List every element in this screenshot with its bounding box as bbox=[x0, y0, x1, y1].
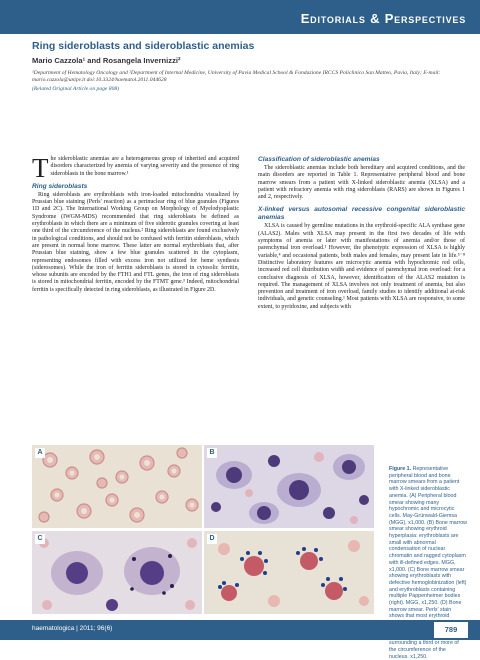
article-title: Ring sideroblasts and sideroblastic anemias bbox=[32, 40, 255, 52]
figure-panel-a bbox=[32, 445, 202, 528]
paragraph-classification: The sideroblastic anemias include both hereditary and acquired conditions, and the main disorders are reported in Table 1. Representative peripheral blood and bone marrow smears from a patient with X-linked sideroblastic anemia (XLSA) and a patient with refractory anemia with ring sideroblasts (RARS) are shown in Figures 1 and 2, respectively. bbox=[258, 165, 465, 201]
panel-label-a: A bbox=[35, 448, 45, 458]
figure-panel-b bbox=[204, 445, 374, 528]
panel-label-c: C bbox=[35, 534, 45, 544]
heading-xlinked: X-linked versus autosomal recessive congenital sideroblastic anemias bbox=[258, 206, 465, 222]
figure-caption-text: Representative peripheral blood and bone marrow smears from a patient with X-linked sideroblastic anemia. (A) Peripheral blood smear showing many hypochromic and microcytic cells. May-Grünwald-Giemsa (MGG), x1,000. (B) Bone marrow smear showing erythroid hyperplasia: erythroblasts are small with abnormal condensation of nuclear chromatin and ragged cytoplasm with ill-defined edges. MGG, x1,000. (C) Bone marrow smear showing erythroblasts with defective hemoglobinization (left) and erythroblasts containing multiple Pappenheimer bodies (right). MGG, x1,250. (D) Bone marrow smear. Perls' stain shows that most erythroid surrounding a third or more of the circumference of the nucleus. x1,250. bbox=[389, 466, 468, 660]
heading-ring-sideroblasts: Ring sideroblasts bbox=[32, 182, 88, 190]
bone-marrow-image bbox=[204, 445, 374, 528]
intro-paragraph bbox=[32, 153, 239, 183]
article-affiliation: ¹Department of Hematology Oncology and ²Department of Internal Medicine, University of Pavia Medical School & Fondazione IRCCS Policlinico San Matteo, Pavia, Italy; E-mail: mario.cazzola@unipv.it doi:10.3324/haematol.2011.044628 bbox=[32, 70, 441, 84]
figure-caption-label: Figure 1. bbox=[389, 466, 412, 472]
panel-label-d: D bbox=[207, 534, 217, 544]
intro-text: he sideroblastic anemias are a heterogeneous group of inherited and acquired disorders characterized by anemia of varying severity and the presence of ring sideroblasts in the bone marrow.¹ bbox=[50, 156, 239, 177]
drop-cap: T bbox=[32, 153, 49, 183]
paragraph-ring-sideroblasts: Ring sideroblasts are erythroblasts with iron-loaded mitochondria visualized by Prussian blue staining (Perls' reaction) as a perinuclear ring of blue granules (Figures 1D and 2C). The International Working Group on Morphology of Myelodysplastic Syndrome (IWGM-MDS) recommended that ring sideroblasts be defined as erythroblasts in which there are a minimum of five siderotic granules covering at least one third of the circumference of the nucleus.² Ring sideroblasts are found exclusively in pathological conditions, and should not be confused with ferritin sideroblasts, which are present in normal bone marrow. These latter are normal erythroblasts that, after Prussian blue staining, show a few blue granules scattered in the cytoplasm, representing endosomes filled with excess iron not utilized for heme synthesis (siderosomes). While the iron of ferritin sideroblasts is stored in cytosolic ferritin, whose subunits are encoded by the FTH1 and FTL genes, the iron of ring sideroblasts is stored in mitochondrial ferritin, encoded by the FTMT gene.³ Indeed, mitochondrial ferritin is specifically detected in ring sideroblasts, as illustrated in Figure 2D. bbox=[32, 191, 239, 293]
paragraph-xlinked: XLSA is caused by germline mutations in the erythroid-specific ALA synthase gene (ALAS2). Males with XLSA may present in the first two decades of life with symptoms of anemia or later with manifestations of anemia and/or those of parenchymal iron overload.¹ However, the phenotypic expression of XLSA is highly variable,⁴ and occasional patients, both males and females, may present late in life.⁵⁻⁸ Distinctive laboratory features are microcytic anemia with hypochromic red cells, increased red cell distribution width and evidence of parenchymal iron overload: for a conclusive diagnosis of XLSA, however, identification of the ALAS2 mutation is required. The management of XLSA involves not only treatment of anemia, but also prevention and treatment of iron overload, family studies to identify additional at-risk individuals, and genetic counseling.¹ Most patients with XLSA are responsive, to some extent, to pyridoxine, and subjects with bbox=[258, 223, 465, 310]
figure-panels bbox=[32, 445, 382, 615]
heading-classification: Classification of sideroblastic anemias bbox=[258, 156, 380, 163]
bone-marrow-pappenheimer-image bbox=[32, 531, 202, 614]
journal-citation: haematologica | 2011; 96(6) bbox=[32, 625, 113, 632]
right-column bbox=[258, 156, 465, 311]
related-article-link[interactable]: (Related Original Article on page 808) bbox=[32, 86, 120, 92]
figure-panel-c bbox=[32, 531, 202, 614]
article-authors: Mario Cazzola¹ and Rosangela Invernizzi² bbox=[32, 56, 181, 65]
figure-panel-d bbox=[204, 531, 374, 614]
section-title: Editorials & Perspectives bbox=[300, 11, 466, 26]
blood-smear-image bbox=[32, 445, 202, 528]
page-number: 789 bbox=[444, 625, 458, 634]
panel-label-b: B bbox=[207, 448, 217, 458]
perls-stain-image bbox=[204, 531, 374, 614]
left-column bbox=[32, 153, 239, 294]
